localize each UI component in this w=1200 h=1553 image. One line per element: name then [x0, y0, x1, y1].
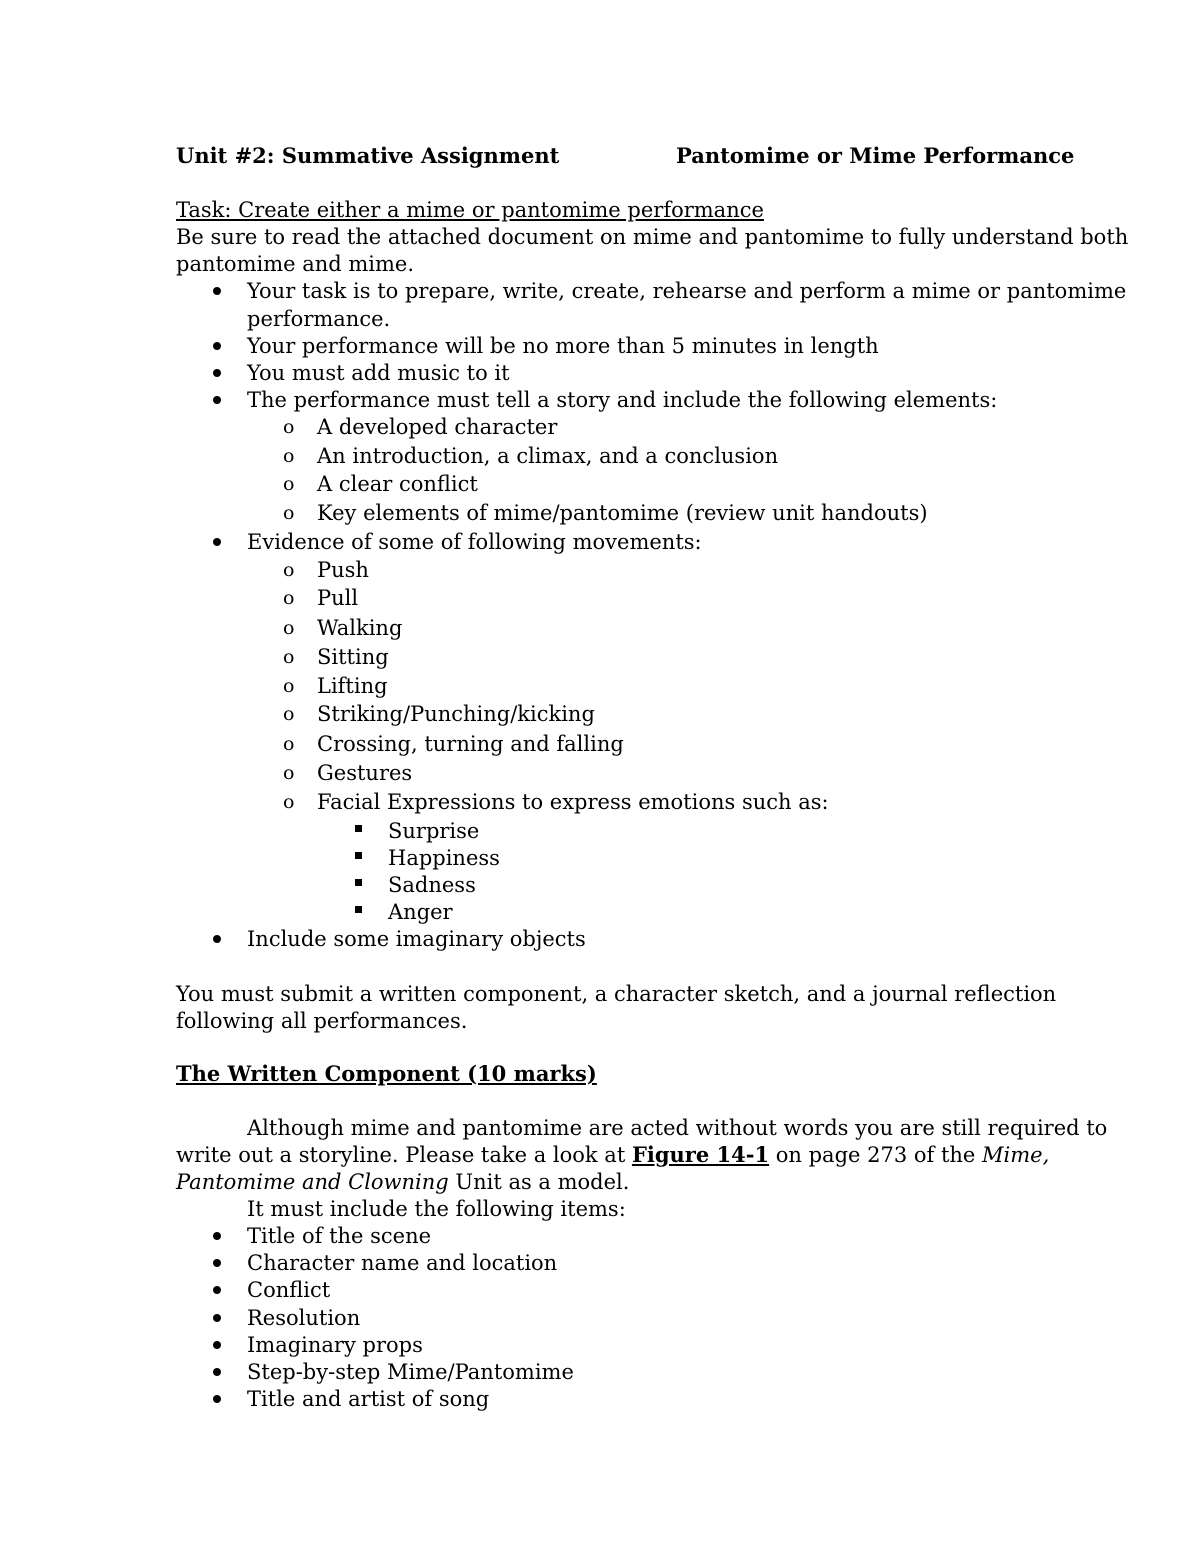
- square-bullet-icon: [355, 879, 362, 886]
- written-component-heading: The Written Component (10 marks): [176, 1061, 597, 1086]
- written-item: Title and artist of song: [247, 1387, 490, 1411]
- element-item: A clear conflict: [317, 472, 478, 496]
- movement-item: Sitting: [317, 645, 389, 669]
- square-bullet-icon: [355, 906, 362, 913]
- emotion-item: Anger: [388, 900, 453, 924]
- bullet-icon: [213, 1395, 221, 1403]
- written-paragraph-line-1: Although mime and pantomime are acted without words you are still required to: [247, 1116, 1108, 1140]
- sub-bullet-icon: o: [283, 675, 295, 697]
- header-unit-title: Unit #2: Summative Assignment: [176, 143, 560, 168]
- written-item: Imaginary props: [247, 1333, 423, 1357]
- written-item: Character name and location: [247, 1251, 558, 1275]
- bullet-icon: [213, 369, 221, 377]
- bullet-icon: [213, 935, 221, 943]
- sub-bullet-icon: o: [283, 617, 295, 639]
- written-paragraph-line-3: Pantomime and Clowning Unit as a model.: [176, 1170, 630, 1194]
- written-item: Step-by-step Mime/Pantomime: [247, 1360, 574, 1384]
- sub-bullet-icon: o: [283, 646, 295, 668]
- bullet-icon: [213, 1286, 221, 1294]
- square-bullet-icon: [355, 825, 362, 832]
- bullet-icon: [213, 396, 221, 404]
- sub-bullet-icon: o: [283, 445, 295, 467]
- square-bullet-icon: [355, 852, 362, 859]
- sub-bullet-icon: o: [283, 416, 295, 438]
- bullet-icon: [213, 1314, 221, 1322]
- task-bullet-3: You must add music to it: [247, 361, 510, 385]
- sub-bullet-icon: o: [283, 733, 295, 755]
- task-intro-line-1: Be sure to read the attached document on mime and pantomime to fully understand both: [176, 225, 1129, 249]
- emotion-item: Happiness: [388, 846, 500, 870]
- sub-bullet-icon: o: [283, 762, 295, 784]
- task-intro-line-2: pantomime and mime.: [176, 252, 415, 276]
- movement-item: Crossing, turning and falling: [317, 732, 624, 756]
- sub-bullet-icon: o: [283, 703, 295, 725]
- element-item: Key elements of mime/pantomime (review unit handouts): [317, 501, 928, 525]
- movement-item: Gestures: [317, 761, 413, 785]
- submit-line-2: following all performances.: [176, 1009, 468, 1033]
- written-item: Resolution: [247, 1306, 361, 1330]
- emotion-item: Sadness: [388, 873, 476, 897]
- bullet-icon: [213, 1341, 221, 1349]
- figure-reference: Figure 14-1: [631, 1142, 770, 1167]
- movement-item: Pull: [317, 586, 359, 610]
- sub-bullet-icon: o: [283, 502, 295, 524]
- element-item: An introduction, a climax, and a conclusion: [317, 444, 779, 468]
- written-item: Title of the scene: [247, 1224, 432, 1248]
- task-bullet-1-line-1: Your task is to prepare, write, create, rehearse and perform a mime or pantomime: [247, 279, 1127, 303]
- sub-bullet-icon: o: [283, 587, 295, 609]
- emotion-item: Surprise: [388, 819, 480, 843]
- sub-bullet-icon: o: [283, 473, 295, 495]
- movement-item: Lifting: [317, 674, 388, 698]
- bullet-icon: [213, 287, 221, 295]
- element-item: A developed character: [317, 415, 558, 439]
- task-bullet-1-line-2: performance.: [247, 307, 391, 331]
- movement-item: Walking: [317, 616, 403, 640]
- bullet-icon: [213, 1368, 221, 1376]
- written-item: Conflict: [247, 1278, 331, 1302]
- must-include-line: It must include the following items:: [247, 1197, 626, 1221]
- movement-item: Facial Expressions to express emotions such as:: [317, 790, 829, 814]
- task-bullet-5: Evidence of some of following movements:: [247, 530, 702, 554]
- bullet-icon: [213, 538, 221, 546]
- bullet-icon: [213, 1232, 221, 1240]
- header-assignment-title: Pantomime or Mime Performance: [676, 143, 1075, 168]
- bullet-icon: [213, 1259, 221, 1267]
- movement-item: Striking/Punching/kicking: [317, 702, 595, 726]
- task-bullet-2: Your performance will be no more than 5 minutes in length: [247, 334, 879, 358]
- sub-bullet-icon: o: [283, 559, 295, 581]
- written-paragraph-line-2: write out a storyline. Please take a look at Figure 14-1 on page 273 of the Mime,: [176, 1142, 1050, 1167]
- submit-line-1: You must submit a written component, a character sketch, and a journal reflection: [176, 982, 1057, 1006]
- task-heading: Task: Create either a mime or pantomime performance: [176, 198, 764, 222]
- movement-item: Push: [317, 558, 369, 582]
- sub-bullet-icon: o: [283, 791, 295, 813]
- bullet-icon: [213, 342, 221, 350]
- task-bullet-4: The performance must tell a story and include the following elements:: [247, 388, 998, 412]
- task-bullet-6: Include some imaginary objects: [247, 927, 586, 951]
